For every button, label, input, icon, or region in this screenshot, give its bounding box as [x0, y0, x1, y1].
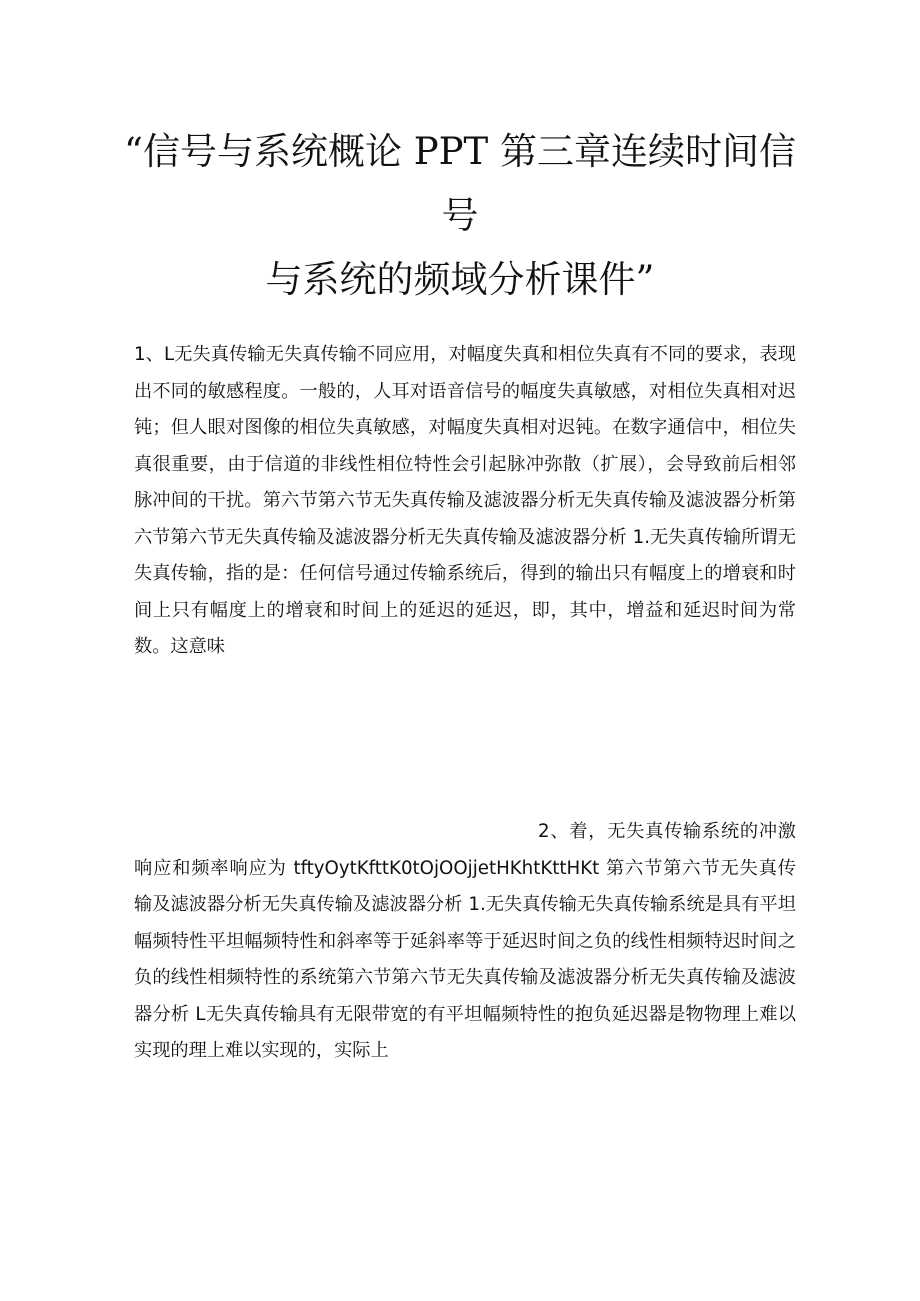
- paragraph-1: 1、L无失真传输无失真传输不同应用，对幅度失真和相位失真有不同的要求，表现出不同的敏感程度。一般的，人耳对语音信号的幅度失真敏感，对相位失真相对迟钝；但人眼对图像的相位失真敏感，对幅度失真相对迟钝。在数字通信中，相位失真很重要，由于信道的非线性相位特性会引起脉冲弥散（扩展），会导致前后相邻脉冲间的干扰。第六节第六节无失真传输及滤波器分析无失真传输及滤波器分析第六节第六节无失真传输及滤波器分析无失真传输及滤波器分析 1.无失真传输所谓无失真传输，指的是：任何信号通过传输系统后，得到的输出只有幅度上的增衰和时间上只有幅度上的增衰和时间上的延迟的延迟，即，其中，增益和延迟时间为常数。这意味: [134, 344, 796, 657]
- title-line-2: 号: [441, 194, 479, 237]
- title-line-1: “信号与系统概论 PPT 第三章连续时间信: [124, 130, 796, 173]
- document-title: [110, 120, 810, 312]
- paragraph-2: 2、着，无失真传输系统的冲激响应和频率响应为 tftyOytKfttK0tOjOOjjetHKhtKttHKt 第六节第六节无失真传输及滤波器分析无失真传输及滤波器分析 1.无失真传输无失真传输系统是具有平坦幅频特性平坦幅频特性和斜率等于延斜率等于延迟时间之负的线性相频特迟时间之负的线性相频特性的系统第六节第六节无失真传输及滤波器分析无失真传输及滤波器分析 L无失真传输具有无限带宽的有平坦幅频特性的抱负延迟器是物物理上难以实现的理上难以实现的，实际上: [134, 821, 796, 1061]
- title-line-3: 与系统的频域分析课件”: [265, 258, 655, 301]
